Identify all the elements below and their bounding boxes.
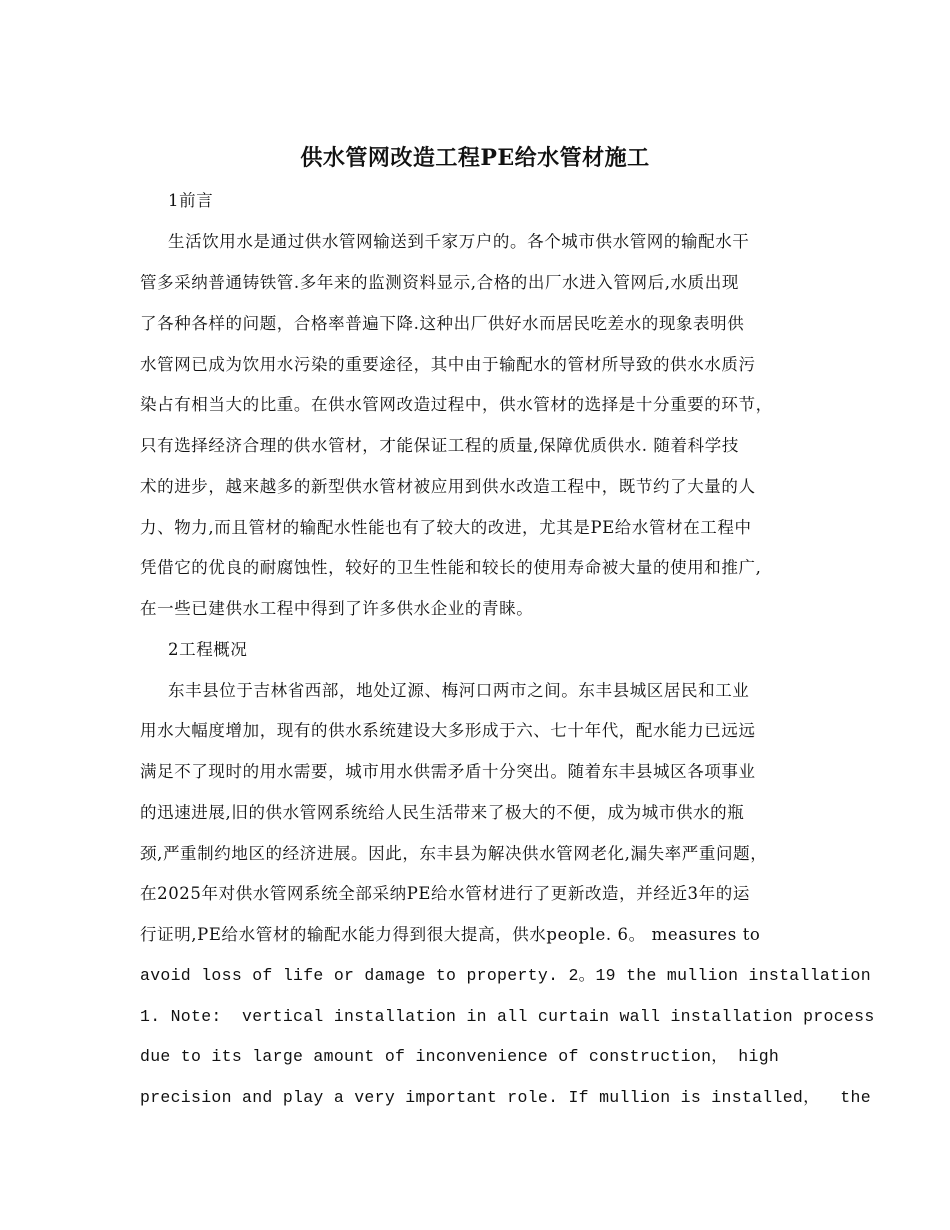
paragraph-line: 只有选择经济合理的供水管材，才能保证工程的质量,保障优质供水. 随着科学技: [140, 436, 739, 455]
paragraph-line: 术的进步，越来越多的新型供水管材被应用到供水改造工程中，既节约了大量的人: [140, 477, 756, 496]
paragraph-line: 力、物力,而且管材的输配水性能也有了较大的改进，尤其是PE给水管材在工程中: [140, 518, 752, 537]
paragraph-line: 在2025年对供水管网系统全部采纳PE给水管材进行了更新改造，并经近3年的运: [140, 884, 750, 903]
paragraph-line: 水管网已成为饮用水污染的重要途径，其中由于输配水的管材所导致的供水水质污: [140, 355, 756, 374]
paragraph-line: precision and play a very important role. If mullion is installed， the: [140, 1088, 871, 1107]
paragraph-line: avoid loss of life or damage to property. 2。19 the mullion installation: [140, 966, 871, 985]
paragraph-line: 满足不了现时的用水需要，城市用水供需矛盾十分突出。随着东丰县城区各项事业: [140, 762, 756, 781]
paragraph-line: 凭借它的优良的耐腐蚀性，较好的卫生性能和较长的使用寿命被大量的使用和推广,: [140, 558, 762, 577]
paragraph-line: 颈,严重制约地区的经济进展。因此，东丰县为解决供水管网老化,漏失率严重问题，: [140, 844, 768, 863]
paragraph-line: 管多采纳普通铸铁管.多年来的监测资料显示,合格的出厂水进入管网后,水质出现: [140, 273, 739, 292]
paragraph-line: 1. Note: vertical installation in all curtain wall installation process: [140, 1007, 875, 1026]
section-heading-preface: 1前言: [168, 191, 214, 210]
paragraph-line: 行证明,PE给水管材的输配水能力得到很大提高，供水people. 6。 measures to: [140, 925, 761, 944]
paragraph-line: 染占有相当大的比重。在供水管网改造过程中，供水管材的选择是十分重要的环节，: [140, 395, 773, 414]
paragraph-line: 生活饮用水是通过供水管网输送到千家万户的。各个城市供水管网的输配水干: [168, 232, 750, 251]
paragraph-line: 东丰县位于吉林省西部，地处辽源、梅河口两市之间。东丰县城区居民和工业: [168, 681, 750, 700]
paragraph-line: 用水大幅度增加，现有的供水系统建设大多形成于六、七十年代，配水能力已远远: [140, 721, 756, 740]
paragraph-line: 在一些已建供水工程中得到了许多供水企业的青睐。: [140, 599, 534, 618]
section-heading-overview: 2工程概况: [168, 640, 248, 659]
paragraph-line: due to its large amount of inconvenience of construction， high: [140, 1047, 780, 1066]
paragraph-line: 的迅速进展,旧的供水管网系统给人民生活带来了极大的不便，成为城市供水的瓶: [140, 803, 745, 822]
paragraph-line: 了各种各样的问题，合格率普遍下降.这种出厂供好水而居民吃差水的现象表明供: [140, 314, 745, 333]
document-title: 供水管网改造工程PE给水管材施工: [300, 145, 650, 171]
